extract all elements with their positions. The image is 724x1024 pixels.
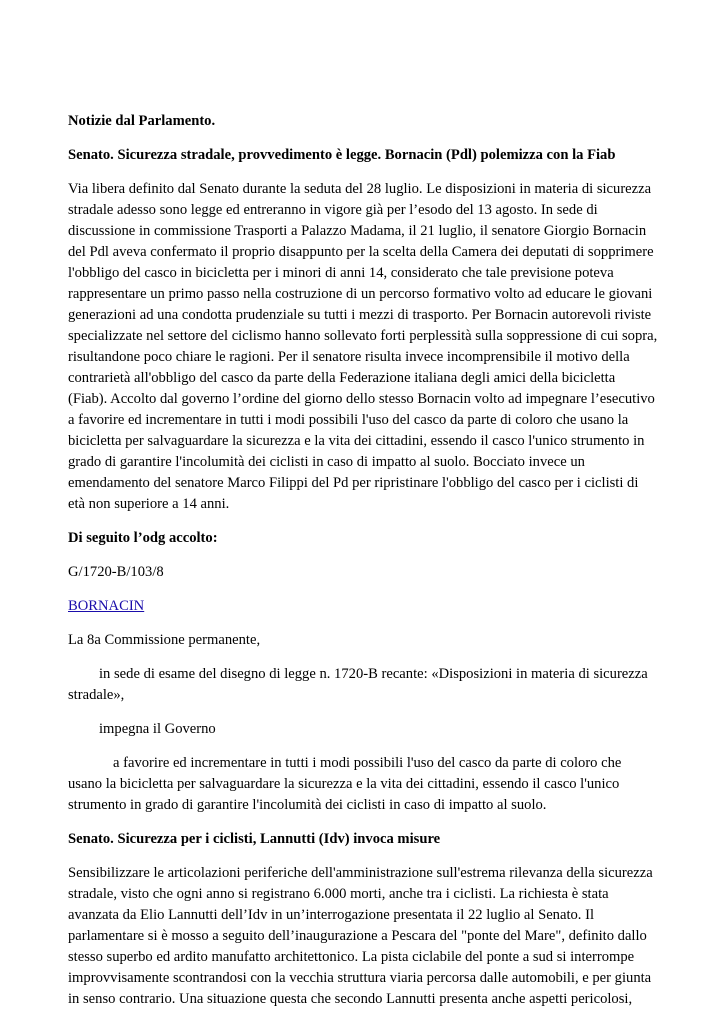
odg-dispositivo: a favorire ed incrementare in tutti i modi possibili l'uso del casco da parte di coloro che usano la bicicletta per salvaguardare la sicurezza e la vita dei cittadini, essendo il casco l'unico strumento in grado di garantire l'incolumità dei ciclisti in caso di impatto al suolo. [68, 755, 622, 813]
article-title-sicurezza-stradale: Senato. Sicurezza stradale, provvedimento è legge. Bornacin (Pdl) polemizza con la Fiab [68, 147, 616, 163]
odg-code: G/1720-B/103/8 [68, 564, 164, 580]
odg-heading: Di seguito l’odg accolto: [68, 530, 218, 546]
odg-impegna: impegna il Governo [99, 721, 216, 737]
article-body-sicurezza-stradale: Via libera definito dal Senato durante la seduta del 28 luglio. Le disposizioni in materia di sicurezza stradale adesso sono legge ed entreranno in vigore già per l’esodo del 13 agosto. In sede di discussione in commissione Trasporti a Palazzo Madama, il 21 luglio, il senatore Giorgio Bornacin del Pdl aveva confermato il proprio disappunto per la scelta della Camera dei deputati di sopprimere l'obbligo del casco in bicicletta per i minori di anni 14, considerato che tale previsione poteva rappresentare un primo passo nella costruzione di un percorso formativo volto ad educare le giovani generazioni ad una condotta prudenziale su tutti i mezzi di trasporto. Per Bornacin autorevoli riviste specializzate nel settore del ciclismo hanno sollevato forti perplessità sulla soppressione di cui sopra, risultandone poco chiare le ragioni. Per il senatore risulta invece incomprensibile il motivo della contrarietà all'obbligo del casco da parte della Federazione italiana degli amici della bicicletta (Fiab). Accolto dal governo l’ordine del giorno dello stesso Bornacin volto ad impegnare l’esecutivo a favorire ed incrementare in tutti i modi possibili l'uso del casco da parte di coloro che usano la bicicletta per salvaguardare la sicurezza e la vita dei cittadini, essendo il casco l'unico strumento in grado di garantire l'incolumità dei ciclisti in caso di impatto al suolo. Bocciato invece un emendamento del senatore Marco Filippi del Pd per ripristinare l'obbligo del casco per i ciclisti di età non superiore a 14 anni. [68, 181, 658, 512]
section-heading: Notizie dal Parlamento. [68, 113, 216, 129]
bornacin-link[interactable]: BORNACIN [68, 598, 145, 614]
odg-sede: in sede di esame del disegno di legge n. 1720-B recante: «Disposizioni in materia di sicurezza stradale», [68, 666, 648, 703]
article-body-lannutti: Sensibilizzare le articolazioni periferiche dell'amministrazione sull'estrema rilevanza della sicurezza stradale, visto che ogni anno si registrano 6.000 morti, anche tra i ciclisti. La richiesta è stata avanzata da Elio Lannutti dell’Idv in un’interrogazione presentata il 22 luglio al Senato. Il parlamentare si è mosso a seguito dell’inaugurazione a Pescara del "ponte del Mare", definito dallo stesso superbo ed ardito manufatto architettonico. La pista ciclabile del ponte a sud si interrompe improvvisamente scontrandosi con la vecchia struttura viaria percorsa dalle automobili, e per giunta in senso contrario. Una situazione questa che secondo Lannutti presenta anche aspetti pericolosi, [68, 865, 653, 1007]
document-page [68, 111, 658, 1023]
article-title-lannutti: Senato. Sicurezza per i ciclisti, Lannutti (Idv) invoca misure [68, 831, 441, 847]
odg-commission: La 8a Commissione permanente, [68, 632, 261, 648]
